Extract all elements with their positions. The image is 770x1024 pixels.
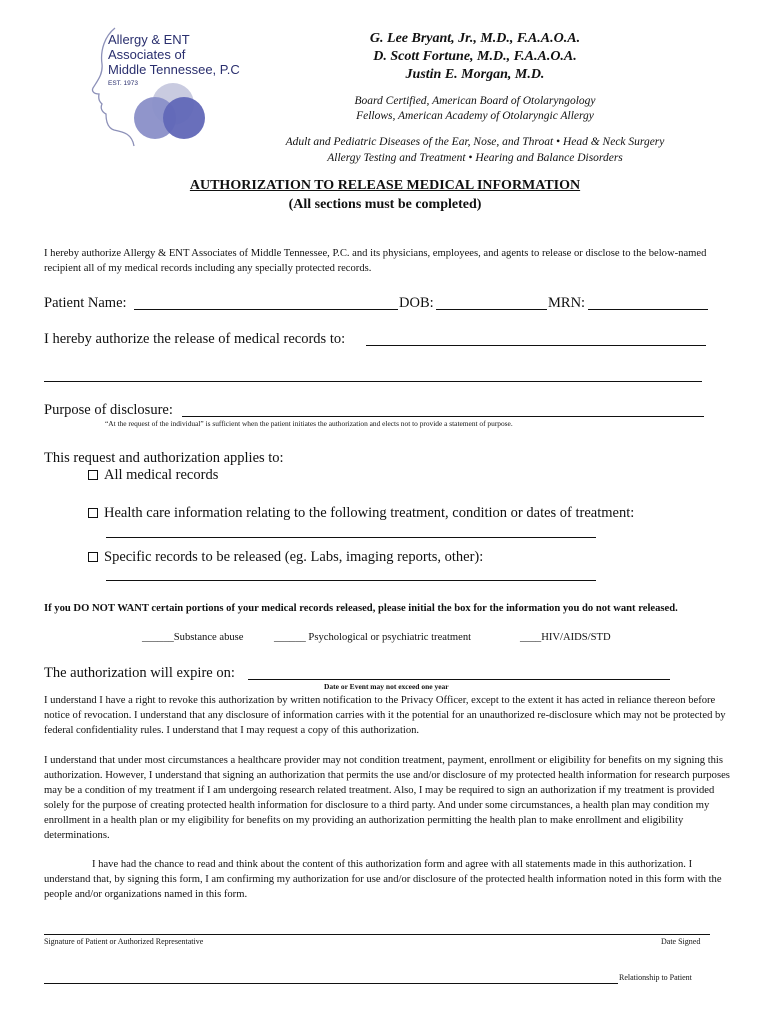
- specific-records-field[interactable]: [106, 580, 596, 581]
- expire-label: The authorization will expire on:: [44, 665, 235, 681]
- relationship-field[interactable]: [44, 983, 618, 984]
- credentials: [300, 94, 650, 124]
- release-to-label: I hereby authorize the release of medical records to:: [44, 331, 346, 347]
- signature-field[interactable]: [44, 934, 710, 935]
- option-label: Specific records to be released (eg. Labs, imaging reports, other):: [104, 549, 484, 565]
- checkbox[interactable]: [88, 508, 98, 518]
- exclusion-hiv[interactable]: ____HIV/AIDS/STD: [520, 632, 611, 643]
- release-to-field-line2[interactable]: [44, 381, 702, 382]
- option-all-records[interactable]: [88, 466, 218, 484]
- release-to-field[interactable]: [366, 345, 706, 346]
- logo-est: EST. 1973: [108, 80, 138, 87]
- credential-line: Board Certified, American Board of Otolaryngology: [354, 95, 596, 107]
- expire-field[interactable]: [248, 679, 670, 680]
- option-specific-records[interactable]: [88, 548, 483, 566]
- form-title-main: AUTHORIZATION TO RELEASE MEDICAL INFORMATION: [189, 178, 581, 193]
- credential-line: Fellows, American Academy of Otolaryngic Allergy: [356, 110, 594, 122]
- option-treatment-info[interactable]: [88, 504, 634, 522]
- exclusion-substance-abuse[interactable]: ______Substance abuse: [142, 632, 244, 643]
- treatment-info-field[interactable]: [106, 537, 596, 538]
- specialty-line: Allergy Testing and Treatment • Hearing and Balance Disorders: [327, 152, 623, 164]
- form-title-sub: (All sections must be completed): [288, 197, 482, 212]
- relationship-label: Relationship to Patient: [619, 973, 692, 982]
- mrn-field[interactable]: [588, 309, 708, 310]
- doctor-list: [320, 30, 630, 84]
- purpose-field[interactable]: [182, 416, 704, 417]
- revocation-paragraph: I understand I have a right to revoke this authorization by written notification to the Privacy Officer, except to the extent it has acted in reliance thereon before notice of revocation. I understand that any disclosure of information carries with it the potential for an unauthorized re-disclosure which may not be protected by federal confidentiality rules. I understand that I may request a copy of this authorization.: [44, 695, 726, 736]
- checkbox[interactable]: [88, 552, 98, 562]
- acknowledgement-paragraph: I have had the chance to read and think about the content of this authorization form and agree with all statements made in this authorization. I understand that, by signing this form, I am confirming my authorization for use and/or disclosure of the protected health information noted in this form with the people and/or organizations named in this form.: [44, 859, 722, 900]
- patient-name-label: Patient Name:: [44, 295, 127, 311]
- conditions-paragraph: I understand that under most circumstances a healthcare provider may not condition treatment, payment, enrollment or eligibility for benefits on my signing this authorization. However, I understand that signing an authorization that permits the use and/or disclosure of my protected health information for research purposes may be a condition of my treatment if I am undergoing research related treatment. Also, I may be required to sign an authorization if my treatment is provided solely for the purpose of creating protected health information for disclosure to a third party. And under some circumstances, a health plan may condition my enrollment in a health plan or my eligibility for benefits on my providing an authorization permitting the health plan to make enrollment and eligibility determinations.: [44, 755, 730, 841]
- patient-name-field[interactable]: [134, 309, 398, 310]
- form-title: [0, 176, 770, 214]
- option-label: All medical records: [104, 467, 219, 483]
- dob-label: DOB:: [399, 295, 434, 311]
- signature-label: Signature of Patient or Authorized Representative: [44, 937, 204, 946]
- expire-note: Date or Event may not exceed one year: [324, 682, 449, 691]
- logo-name-line3: Middle Tennessee, P.C: [108, 62, 240, 77]
- doctor-name: Justin E. Morgan, M.D.: [405, 67, 545, 82]
- date-signed-label: Date Signed: [661, 937, 701, 946]
- logo-name-line1: Allergy & ENT: [108, 32, 190, 47]
- purpose-note: “At the request of the individual” is sufficient when the patient initiates the authorization and elects not to provide a statement of purpose.: [105, 419, 513, 428]
- purpose-label: Purpose of disclosure:: [44, 402, 173, 418]
- practice-logo: [80, 22, 260, 152]
- logo-name-line2: Associates of: [108, 47, 186, 62]
- doctor-name: D. Scott Fortune, M.D., F.A.A.O.A.: [373, 49, 577, 64]
- dob-field[interactable]: [436, 309, 547, 310]
- doctor-name: G. Lee Bryant, Jr., M.D., F.A.A.O.A.: [369, 31, 581, 46]
- mrn-label: MRN:: [548, 295, 586, 311]
- checkbox[interactable]: [88, 470, 98, 480]
- exclusion-psychiatric[interactable]: ______ Psychological or psychiatric treatment: [274, 632, 472, 643]
- intro-paragraph: I hereby authorize Allergy & ENT Associates of Middle Tennessee, P.C. and its physicians, employees, and agents to release or disclose to the below-named recipient all of my medical records including any specially protected records.: [44, 248, 707, 274]
- specialties: [230, 134, 720, 166]
- exclusion-notice: If you DO NOT WANT certain portions of your medical records released, please initial the box for the information you do not want released.: [44, 603, 678, 614]
- option-label: Health care information relating to the following treatment, condition or dates of treatment:: [104, 505, 635, 521]
- specialty-line: Adult and Pediatric Diseases of the Ear, Nose, and Throat • Head & Neck Surgery: [285, 136, 665, 148]
- applies-heading: This request and authorization applies to:: [44, 450, 284, 466]
